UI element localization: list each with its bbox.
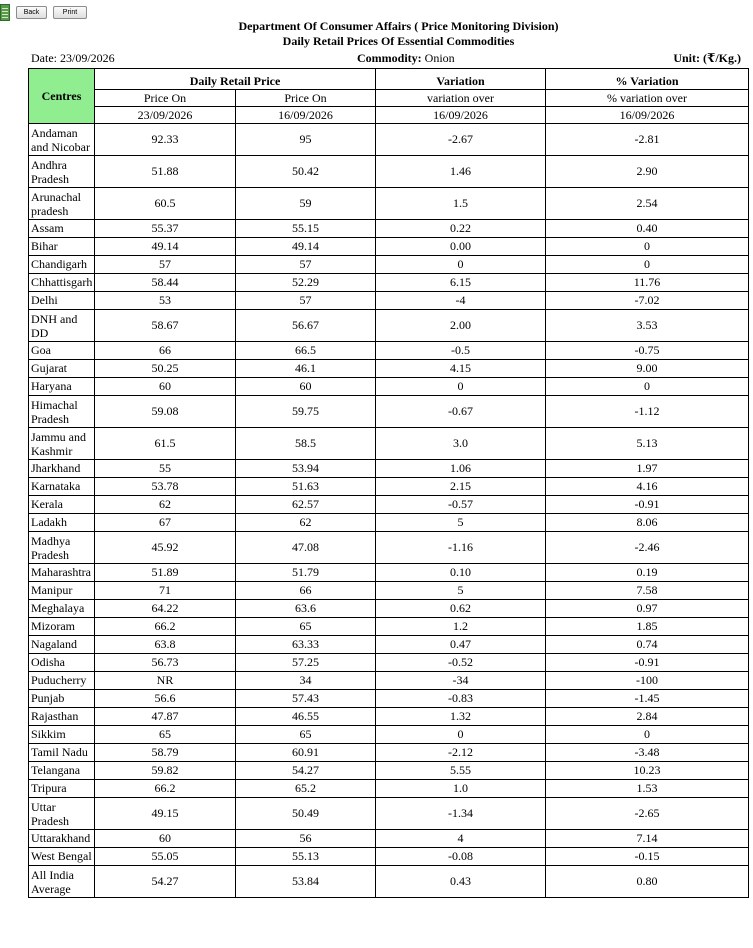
price-current-cell: 47.87 [95, 708, 236, 726]
price-current-cell: 61.5 [95, 428, 236, 460]
price-table [28, 68, 749, 898]
price-previous-cell: 59.75 [236, 396, 376, 428]
price-previous-cell: 56 [236, 830, 376, 848]
variation-cell: 1.06 [376, 460, 546, 478]
page-title: Department Of Consumer Affairs ( Price Monitoring Division) [238, 19, 559, 33]
variation-cell: 4.15 [376, 360, 546, 378]
pct-variation-cell: 0.80 [546, 866, 749, 898]
pct-variation-cell: -1.45 [546, 690, 749, 708]
price-current-cell: 55 [95, 460, 236, 478]
pct-variation-cell: -1.12 [546, 396, 749, 428]
centre-cell: Kerala [29, 496, 95, 514]
table-row [29, 672, 749, 690]
price-previous-cell: 47.08 [236, 532, 376, 564]
table-row [29, 292, 749, 310]
pct-variation-cell: 1.85 [546, 618, 749, 636]
date-current: 23/09/2026 [95, 107, 236, 124]
price-previous-cell: 62.57 [236, 496, 376, 514]
centre-cell: Chandigarh [29, 256, 95, 274]
table-row [29, 830, 749, 848]
price-previous-cell: 46.1 [236, 360, 376, 378]
pct-variation-cell: 7.58 [546, 582, 749, 600]
price-previous-cell: 52.29 [236, 274, 376, 292]
centre-cell: Tripura [29, 780, 95, 798]
pct-variation-cell: 2.54 [546, 188, 749, 220]
centre-cell: Nagaland [29, 636, 95, 654]
pct-variation-cell: 0.97 [546, 600, 749, 618]
variation-cell: -0.83 [376, 690, 546, 708]
price-current-cell: 59.08 [95, 396, 236, 428]
centre-cell: Arunachal pradesh [29, 188, 95, 220]
table-row [29, 428, 749, 460]
document-icon [0, 4, 10, 21]
pct-variation-cell: -0.91 [546, 496, 749, 514]
centre-cell: Telangana [29, 762, 95, 780]
pct-variation-cell: 0 [546, 726, 749, 744]
price-previous-cell: 53.94 [236, 460, 376, 478]
price-previous-cell: 55.15 [236, 220, 376, 238]
pct-variation-cell: 2.90 [546, 156, 749, 188]
centre-cell: Puducherry [29, 672, 95, 690]
centre-cell: Uttar Pradesh [29, 798, 95, 830]
price-current-cell: 58.67 [95, 310, 236, 342]
price-current-cell: 66.2 [95, 780, 236, 798]
pct-variation-cell: 1.97 [546, 460, 749, 478]
price-previous-cell: 60.91 [236, 744, 376, 762]
variation-cell: 1.5 [376, 188, 546, 220]
price-current-cell: 55.37 [95, 220, 236, 238]
price-current-cell: 58.79 [95, 744, 236, 762]
table-row [29, 564, 749, 582]
daily-retail-price-header: Daily Retail Price [95, 69, 376, 90]
page-subtitle: Daily Retail Prices Of Essential Commodities [282, 34, 515, 48]
price-current-cell: 55.05 [95, 848, 236, 866]
variation-cell: 6.15 [376, 274, 546, 292]
price-previous-cell: 65.2 [236, 780, 376, 798]
table-row [29, 156, 749, 188]
table-row [29, 708, 749, 726]
variation-cell: -0.08 [376, 848, 546, 866]
variation-cell: -0.67 [376, 396, 546, 428]
price-previous-cell: 34 [236, 672, 376, 690]
centre-cell: Punjab [29, 690, 95, 708]
table-row [29, 220, 749, 238]
variation-cell: 4 [376, 830, 546, 848]
centre-cell: All India Average [29, 866, 95, 898]
centre-cell: Ladakh [29, 514, 95, 532]
variation-cell: 0.47 [376, 636, 546, 654]
variation-cell: 1.32 [376, 708, 546, 726]
table-row [29, 496, 749, 514]
centre-cell: Gujarat [29, 360, 95, 378]
table-row [29, 582, 749, 600]
price-current-cell: 65 [95, 726, 236, 744]
price-previous-cell: 51.63 [236, 478, 376, 496]
variation-cell: 0 [376, 256, 546, 274]
price-current-cell: 51.89 [95, 564, 236, 582]
price-previous-cell: 57 [236, 256, 376, 274]
table-row [29, 762, 749, 780]
price-current-cell: 71 [95, 582, 236, 600]
pct-variation-cell: 0 [546, 238, 749, 256]
price-current-cell: 64.22 [95, 600, 236, 618]
commodity-value: Onion [424, 51, 455, 65]
centre-cell: Maharashtra [29, 564, 95, 582]
pct-variation-cell: 0.74 [546, 636, 749, 654]
variation-cell: 1.46 [376, 156, 546, 188]
centres-header: Centres [29, 69, 95, 124]
centre-cell: Jharkhand [29, 460, 95, 478]
pct-variation-cell: 2.84 [546, 708, 749, 726]
table-row [29, 460, 749, 478]
variation-cell: 0.10 [376, 564, 546, 582]
table-row [29, 654, 749, 672]
table-row [29, 798, 749, 830]
variation-cell: -1.34 [376, 798, 546, 830]
price-current-cell: 45.92 [95, 532, 236, 564]
table-row [29, 478, 749, 496]
variation-cell: 5.55 [376, 762, 546, 780]
variation-cell: 5 [376, 582, 546, 600]
print-button[interactable]: Print [53, 6, 87, 19]
price-current-cell: 60.5 [95, 188, 236, 220]
pct-variation-over-header: % variation over [546, 90, 749, 107]
pct-variation-cell: 1.53 [546, 780, 749, 798]
pct-variation-cell: 7.14 [546, 830, 749, 848]
centre-cell: Chhattisgarh [29, 274, 95, 292]
centre-cell: Mizoram [29, 618, 95, 636]
price-current-cell: 59.82 [95, 762, 236, 780]
table-row [29, 274, 749, 292]
back-button[interactable]: Back [16, 6, 47, 19]
pct-variation-cell: -7.02 [546, 292, 749, 310]
centre-cell: Manipur [29, 582, 95, 600]
price-current-cell: 49.15 [95, 798, 236, 830]
price-current-cell: 50.25 [95, 360, 236, 378]
variation-header: Variation [376, 69, 546, 90]
price-previous-cell: 65 [236, 618, 376, 636]
variation-cell: -0.57 [376, 496, 546, 514]
table-row [29, 690, 749, 708]
left-margin [0, 0, 11, 948]
pct-variation-cell: 0 [546, 378, 749, 396]
date-variation: 16/09/2026 [376, 107, 546, 124]
price-previous-cell: 55.13 [236, 848, 376, 866]
table-row [29, 256, 749, 274]
table-row [29, 378, 749, 396]
table-row [29, 396, 749, 428]
pct-variation-cell: 0 [546, 256, 749, 274]
variation-cell: 2.00 [376, 310, 546, 342]
unit-label: Unit: (₹/Kg.) [673, 51, 741, 65]
table-row [29, 342, 749, 360]
price-current-cell: 58.44 [95, 274, 236, 292]
table-row [29, 726, 749, 744]
table-row [29, 780, 749, 798]
table-row [29, 866, 749, 898]
table-row [29, 310, 749, 342]
pct-variation-cell: 11.76 [546, 274, 749, 292]
price-current-cell: 53.78 [95, 478, 236, 496]
centre-cell: Andhra Pradesh [29, 156, 95, 188]
price-current-cell: 49.14 [95, 238, 236, 256]
centre-cell: DNH and DD [29, 310, 95, 342]
variation-cell: 1.2 [376, 618, 546, 636]
price-current-cell: NR [95, 672, 236, 690]
price-current-cell: 67 [95, 514, 236, 532]
centre-cell: Haryana [29, 378, 95, 396]
table-row [29, 188, 749, 220]
price-previous-cell: 65 [236, 726, 376, 744]
variation-cell: -0.52 [376, 654, 546, 672]
pct-variation-cell: 9.00 [546, 360, 749, 378]
price-previous-cell: 57 [236, 292, 376, 310]
price-current-cell: 56.73 [95, 654, 236, 672]
price-current-cell: 57 [95, 256, 236, 274]
date-previous: 16/09/2026 [236, 107, 376, 124]
variation-cell: 1.0 [376, 780, 546, 798]
variation-cell: -2.12 [376, 744, 546, 762]
price-previous-cell: 66.5 [236, 342, 376, 360]
table-row [29, 124, 749, 156]
price-previous-cell: 50.42 [236, 156, 376, 188]
price-previous-cell: 56.67 [236, 310, 376, 342]
variation-cell: -0.5 [376, 342, 546, 360]
centre-cell: Jammu and Kashmir [29, 428, 95, 460]
centre-cell: Madhya Pradesh [29, 532, 95, 564]
price-previous-cell: 66 [236, 582, 376, 600]
pct-variation-cell: 10.23 [546, 762, 749, 780]
table-row [29, 514, 749, 532]
price-current-cell: 51.88 [95, 156, 236, 188]
centre-cell: Odisha [29, 654, 95, 672]
centre-cell: Rajasthan [29, 708, 95, 726]
pct-variation-cell: -2.46 [546, 532, 749, 564]
price-previous-cell: 60 [236, 378, 376, 396]
centre-cell: Andaman and Nicobar [29, 124, 95, 156]
price-previous-cell: 57.25 [236, 654, 376, 672]
centre-cell: Uttarakhand [29, 830, 95, 848]
report-date: Date: 23/09/2026 [31, 51, 115, 65]
centre-cell: Tamil Nadu [29, 744, 95, 762]
commodity-label: Commodity: [357, 51, 422, 65]
variation-cell: 3.0 [376, 428, 546, 460]
pct-variation-cell: -3.48 [546, 744, 749, 762]
price-previous-cell: 95 [236, 124, 376, 156]
centre-cell: Meghalaya [29, 600, 95, 618]
price-previous-cell: 63.33 [236, 636, 376, 654]
price-current-cell: 63.8 [95, 636, 236, 654]
pct-variation-cell: 3.53 [546, 310, 749, 342]
table-row [29, 744, 749, 762]
centre-cell: Sikkim [29, 726, 95, 744]
variation-cell: 0.62 [376, 600, 546, 618]
price-current-cell: 60 [95, 378, 236, 396]
pct-variation-cell: -0.91 [546, 654, 749, 672]
price-on-previous-header: Price On [236, 90, 376, 107]
price-previous-cell: 58.5 [236, 428, 376, 460]
table-row [29, 618, 749, 636]
pct-variation-cell: 0.40 [546, 220, 749, 238]
price-current-cell: 66.2 [95, 618, 236, 636]
table-row [29, 600, 749, 618]
price-previous-cell: 46.55 [236, 708, 376, 726]
variation-cell: 5 [376, 514, 546, 532]
variation-cell: -34 [376, 672, 546, 690]
table-row [29, 238, 749, 256]
price-previous-cell: 54.27 [236, 762, 376, 780]
pct-variation-cell: 4.16 [546, 478, 749, 496]
pct-variation-cell: 8.06 [546, 514, 749, 532]
price-previous-cell: 59 [236, 188, 376, 220]
price-previous-cell: 49.14 [236, 238, 376, 256]
pct-variation-cell: -0.75 [546, 342, 749, 360]
table-row [29, 532, 749, 564]
variation-cell: 0.00 [376, 238, 546, 256]
price-on-current-header: Price On [95, 90, 236, 107]
price-current-cell: 56.6 [95, 690, 236, 708]
variation-cell: 0.22 [376, 220, 546, 238]
pct-variation-cell: -100 [546, 672, 749, 690]
table-row [29, 636, 749, 654]
variation-cell: 2.15 [376, 478, 546, 496]
centre-cell: Karnataka [29, 478, 95, 496]
centre-cell: Assam [29, 220, 95, 238]
pct-variation-cell: -0.15 [546, 848, 749, 866]
price-current-cell: 60 [95, 830, 236, 848]
table-row [29, 360, 749, 378]
variation-cell: 0 [376, 378, 546, 396]
price-previous-cell: 53.84 [236, 866, 376, 898]
centre-cell: Delhi [29, 292, 95, 310]
price-previous-cell: 63.6 [236, 600, 376, 618]
price-current-cell: 62 [95, 496, 236, 514]
variation-cell: -1.16 [376, 532, 546, 564]
price-current-cell: 53 [95, 292, 236, 310]
table-row [29, 848, 749, 866]
price-current-cell: 92.33 [95, 124, 236, 156]
centre-cell: Bihar [29, 238, 95, 256]
price-previous-cell: 57.43 [236, 690, 376, 708]
commodity [357, 51, 455, 66]
variation-cell: 0.43 [376, 866, 546, 898]
price-previous-cell: 50.49 [236, 798, 376, 830]
date-pct-variation: 16/09/2026 [546, 107, 749, 124]
pct-variation-cell: -2.81 [546, 124, 749, 156]
pct-variation-cell: -2.65 [546, 798, 749, 830]
pct-variation-cell: 0.19 [546, 564, 749, 582]
price-previous-cell: 51.79 [236, 564, 376, 582]
centre-cell: West Bengal [29, 848, 95, 866]
variation-cell: -4 [376, 292, 546, 310]
pct-variation-header: % Variation [546, 69, 749, 90]
variation-over-header: variation over [376, 90, 546, 107]
pct-variation-cell: 5.13 [546, 428, 749, 460]
centre-cell: Goa [29, 342, 95, 360]
price-current-cell: 54.27 [95, 866, 236, 898]
variation-cell: 0 [376, 726, 546, 744]
centre-cell: Himachal Pradesh [29, 396, 95, 428]
price-previous-cell: 62 [236, 514, 376, 532]
price-current-cell: 66 [95, 342, 236, 360]
variation-cell: -2.67 [376, 124, 546, 156]
